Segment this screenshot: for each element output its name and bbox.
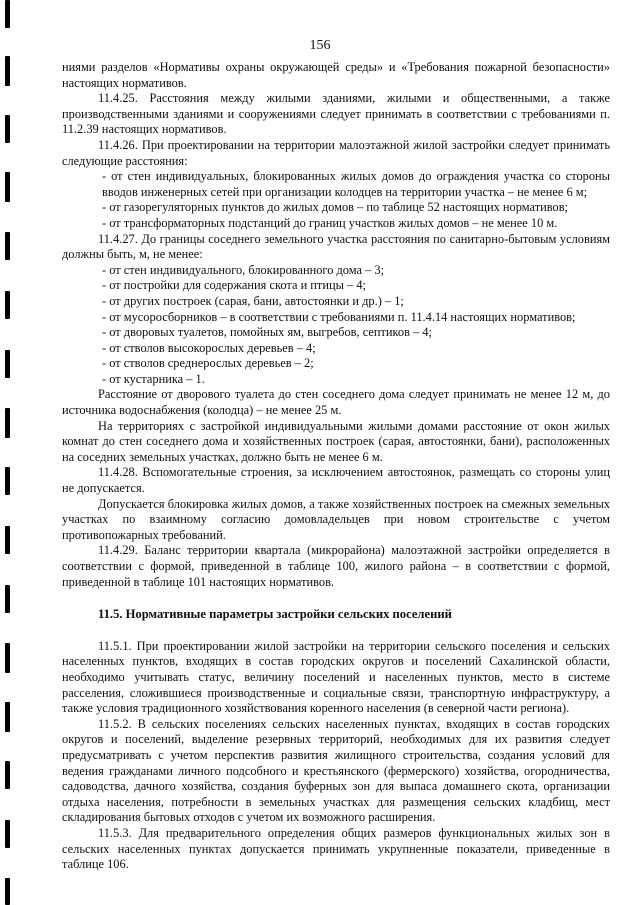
binding-mark [5, 702, 10, 732]
list-item: - от газорегуляторных пунктов до жилых домов – по таблице 52 настоящих нормативов; [102, 200, 568, 215]
binding-mark [5, 820, 10, 848]
list-item: - от стволов высокорослых деревьев – 4; [102, 340, 316, 355]
binding-mark [5, 56, 10, 86]
paragraph-11-4-25: 11.4.25. Расстояния между жилыми зданиями, жилыми и общественными, а также производственными зданиями и сооружениями следует принимать в соответствии с требованиями п. 11.2.39 настоящих нормативов. [62, 91, 610, 137]
binding-mark [5, 115, 10, 143]
paragraph-11-5-3: 11.5.3. Для предварительного определения общих размеров функциональных жилых зон в сельских населенных пунктах допускается принимать укрупненные показатели, приведенные в таблице 106. [62, 825, 610, 872]
paragraph-11-5-2: 11.5.2. В сельских поселениях сельских населенных пунктах, входящих в состав городских округов и поселений, выделение резервных территорий, необходимых для их развития следует предусматривать с учетом перспектив развития жилищного строительства, создания условий для ведения гражданами личного подсобного и крестьянского (фермерского) хозяйства, огородничества, садоводства, дачного хозяйства, создания буферных зон для выпаса домашнего скота, организации отдыха населения, потребности в земельных участках для размещения сельских кладбищ, мест складирования бытовых отходов с учетом их возможного расширения. [62, 716, 610, 825]
paragraph-toilet-distance: Расстояние от дворового туалета до стен соседнего дома следует принимать не менее 12 м, до источника водоснабжения (колодца) – не менее 25 м. [62, 387, 610, 418]
document-body [62, 60, 610, 873]
binding-mark [5, 291, 10, 319]
binding-mark [5, 350, 10, 378]
list-item: - от стен индивидуальных, блокированных жилых домов до ограждения участка со стороны вводов инженерных сетей при организации колодцев на территории участка – не менее 6 м; [102, 169, 610, 199]
binding-mark [5, 408, 10, 438]
list-item: - от мусоросборников – в соответствии с требованиями п. 11.4.14 настоящих нормативов; [102, 309, 576, 324]
list-item: - от других построек (сарая, бани, автостоянки и др.) – 1; [102, 293, 404, 308]
section-heading: 11.5. Нормативные параметры застройки сельских поселений [98, 607, 452, 622]
list-item: - от постройки для содержания скота и птицы – 4; [102, 278, 366, 293]
binding-mark [5, 467, 10, 495]
page-number: 156 [309, 38, 331, 53]
paragraph-11-4-27: 11.4.27. До границы соседнего земельного участка расстояния по санитарно-бытовым условиям должны быть, м, не менее: [62, 231, 610, 262]
binding-mark [5, 232, 10, 260]
binding-mark [5, 761, 10, 789]
paragraph-11-4-26: 11.4.26. При проектировании на территории малоэтажной жилой застройки следует принимать следующие расстояния: [62, 137, 610, 168]
list-item: - от стволов среднерослых деревьев – 2; [102, 356, 314, 371]
binding-mark [5, 643, 10, 673]
paragraph-blocking: Допускается блокировка жилых домов, а также хозяйственных построек на смежных земельных участках по взаимному согласию домовладельцев при новом строительстве с учетом противопожарных требований. [62, 496, 610, 542]
list-item: - от дворовых туалетов, помойных ям, выгребов, септиков – 4; [102, 325, 432, 340]
paragraph-11-4-28: 11.4.28. Вспомогательные строения, за исключением автостоянок, размещать со стороны улиц не допускается. [62, 465, 610, 496]
binding-mark [5, 878, 10, 905]
paragraph-11-5-1: 11.5.1. При проектировании жилой застройки на территории сельского поселения и сельских населенных пунктов, входящих в состав городских округов и поселений Сахалинской области, необходимо учитывать статус, величину поселений и населенных пунктов, место в системе расселения, сложившиеся производственные и социальные связи, транспортную инфраструктуру, а также условия традиционного хозяйствования коренного населения (в северной части региона). [62, 638, 610, 716]
paragraph-intro: ниями разделов «Нормативы охраны окружающей среды» и «Требования пожарной безопасности» настоящих нормативов. [62, 60, 610, 90]
binding-mark [5, 0, 10, 28]
binding-mark [5, 172, 10, 202]
paragraph-11-4-29: 11.4.29. Баланс территории квартала (микрорайона) малоэтажной застройки определяется в соответствии с формой, приведенной в таблице 100, жилого района – в соответствии с формой, приведенной в таблице 101 настоящих нормативов. [62, 543, 610, 589]
list-item: - от трансформаторных подстанций до границ участков жилых домов – не менее 10 м. [102, 215, 558, 230]
paragraph-window-distance: На территориях с застройкой индивидуальными жилыми домами расстояние от окон жилых комнат до стен соседнего дома и хозяйственных построек (сарая, автостоянки, бани), расположенных на соседних земельных участках, должно быть не менее 6 м. [62, 418, 610, 464]
list-item: - от кустарника – 1. [102, 371, 205, 386]
binding-mark [5, 585, 10, 613]
binding-mark [5, 526, 10, 554]
list-item: - от стен индивидуального, блокированного дома – 3; [102, 262, 385, 277]
